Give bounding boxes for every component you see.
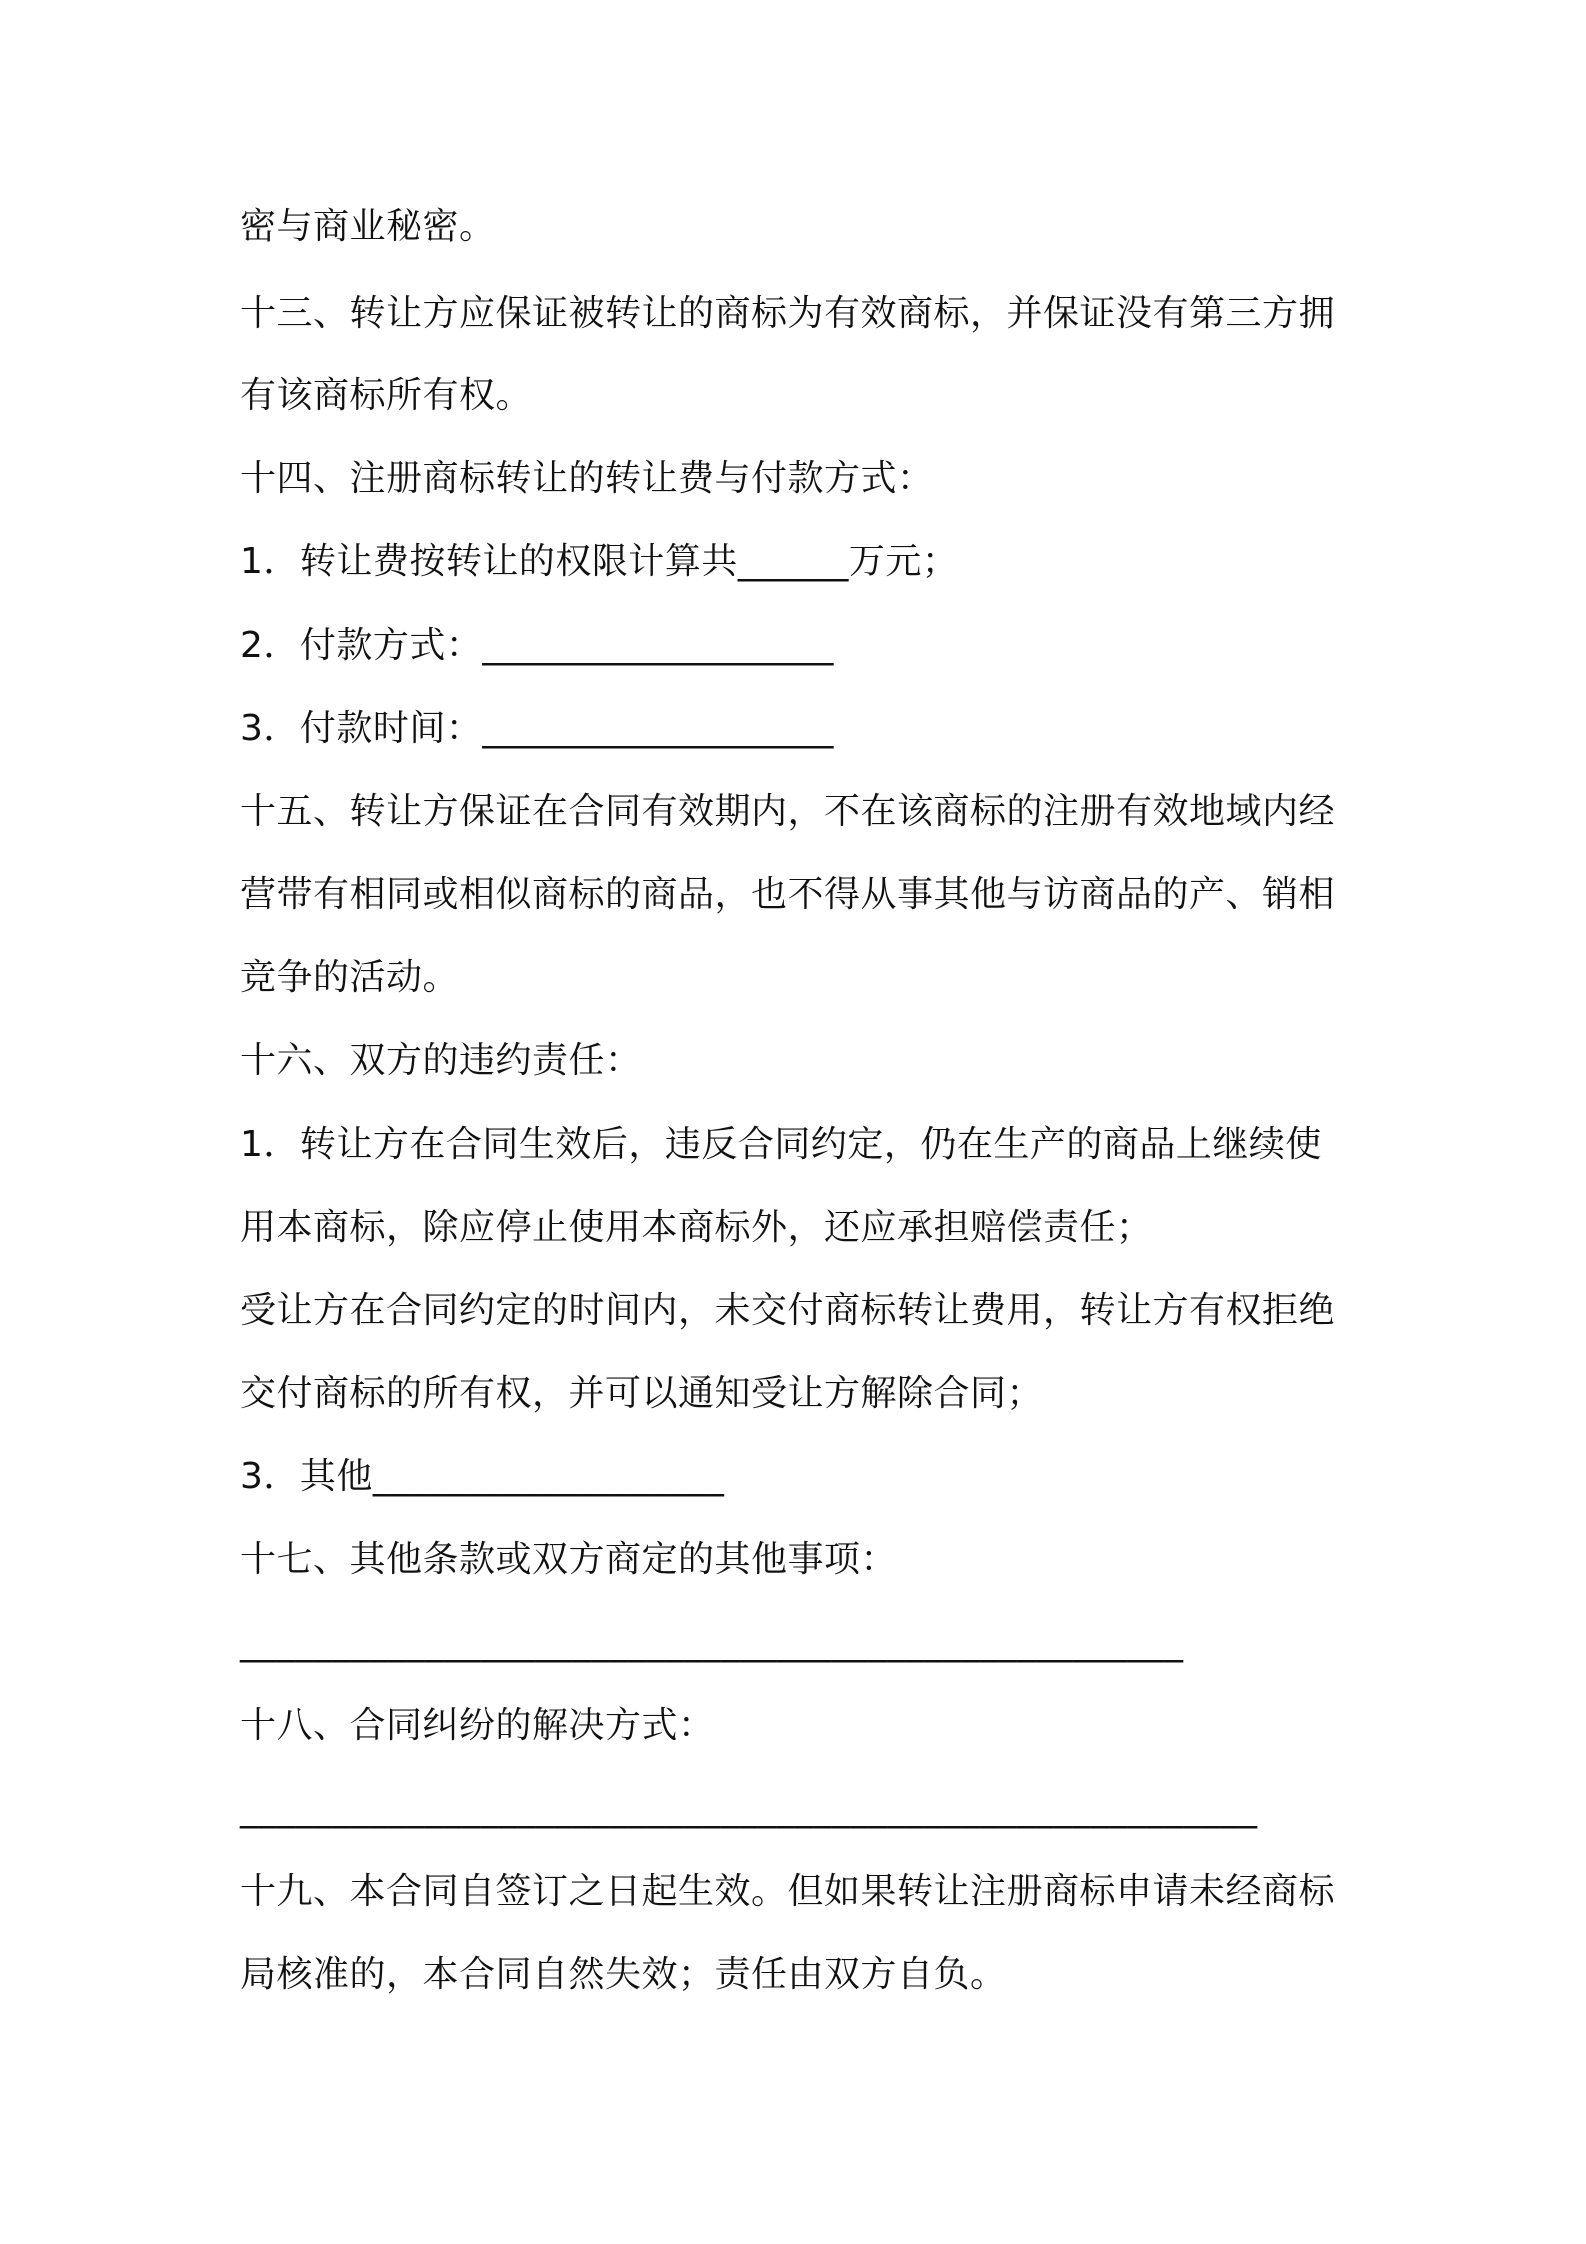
clause-15-line-3: 竞争的活动。 xyxy=(240,957,460,998)
clause-18-heading: 十八、合同纠纷的解决方式： xyxy=(240,1705,715,1746)
clause-14-item-2: 2．付款方式：___________________ xyxy=(240,625,834,666)
clause-16-item-3: 3．其他___________________ xyxy=(240,1456,725,1497)
clause-16-item-1-line-1: 1．转让方在合同生效后，违反合同约定，仍在生产的商品上继续使 xyxy=(240,1124,1322,1165)
clause-15-line-2: 营带有相同或相似商标的商品，也不得从事其他与访商品的产、销相 xyxy=(240,874,1336,915)
clause-19-line-1: 十九、本合同自签订之日起生效。但如果转让注册商标申请未经商标 xyxy=(240,1871,1336,1912)
clause-16-heading: 十六、双方的违约责任： xyxy=(240,1040,642,1081)
clause-18-blank-line: _______________________________________________________ xyxy=(240,1788,1258,1829)
clause-17-blank-line: ___________________________________________________ xyxy=(240,1622,1184,1663)
clause-16-item-2-line-1: 受让方在合同约定的时间内，未交付商标转让费用，转让方有权拒绝 xyxy=(240,1290,1336,1331)
clause-16-item-2-line-2: 交付商标的所有权，并可以通知受让方解除合同； xyxy=(240,1373,1044,1414)
clause-15-line-1: 十五、转让方保证在合同有效期内，不在该商标的注册有效地域内经 xyxy=(240,791,1336,832)
clause-16-item-1-line-2: 用本商标，除应停止使用本商标外，还应承担赔偿责任； xyxy=(240,1207,1153,1248)
text-line: 密与商业秘密。 xyxy=(240,206,496,247)
clause-14-item-3: 3．付款时间：___________________ xyxy=(240,708,834,749)
clause-13-line-2: 有该商标所有权。 xyxy=(240,375,533,416)
clause-17-heading: 十七、其他条款或双方商定的其他事项： xyxy=(240,1539,898,1580)
clause-14-item-1: 1．转让费按转让的权限计算共______万元； xyxy=(240,541,959,582)
clause-19-line-2: 局核准的，本合同自然失效；责任由双方自负。 xyxy=(240,1954,1007,1995)
clause-14-heading: 十四、注册商标转让的转让费与付款方式： xyxy=(240,458,934,499)
clause-13-line-1: 十三、转让方应保证被转让的商标为有效商标，并保证没有第三方拥 xyxy=(240,293,1336,334)
